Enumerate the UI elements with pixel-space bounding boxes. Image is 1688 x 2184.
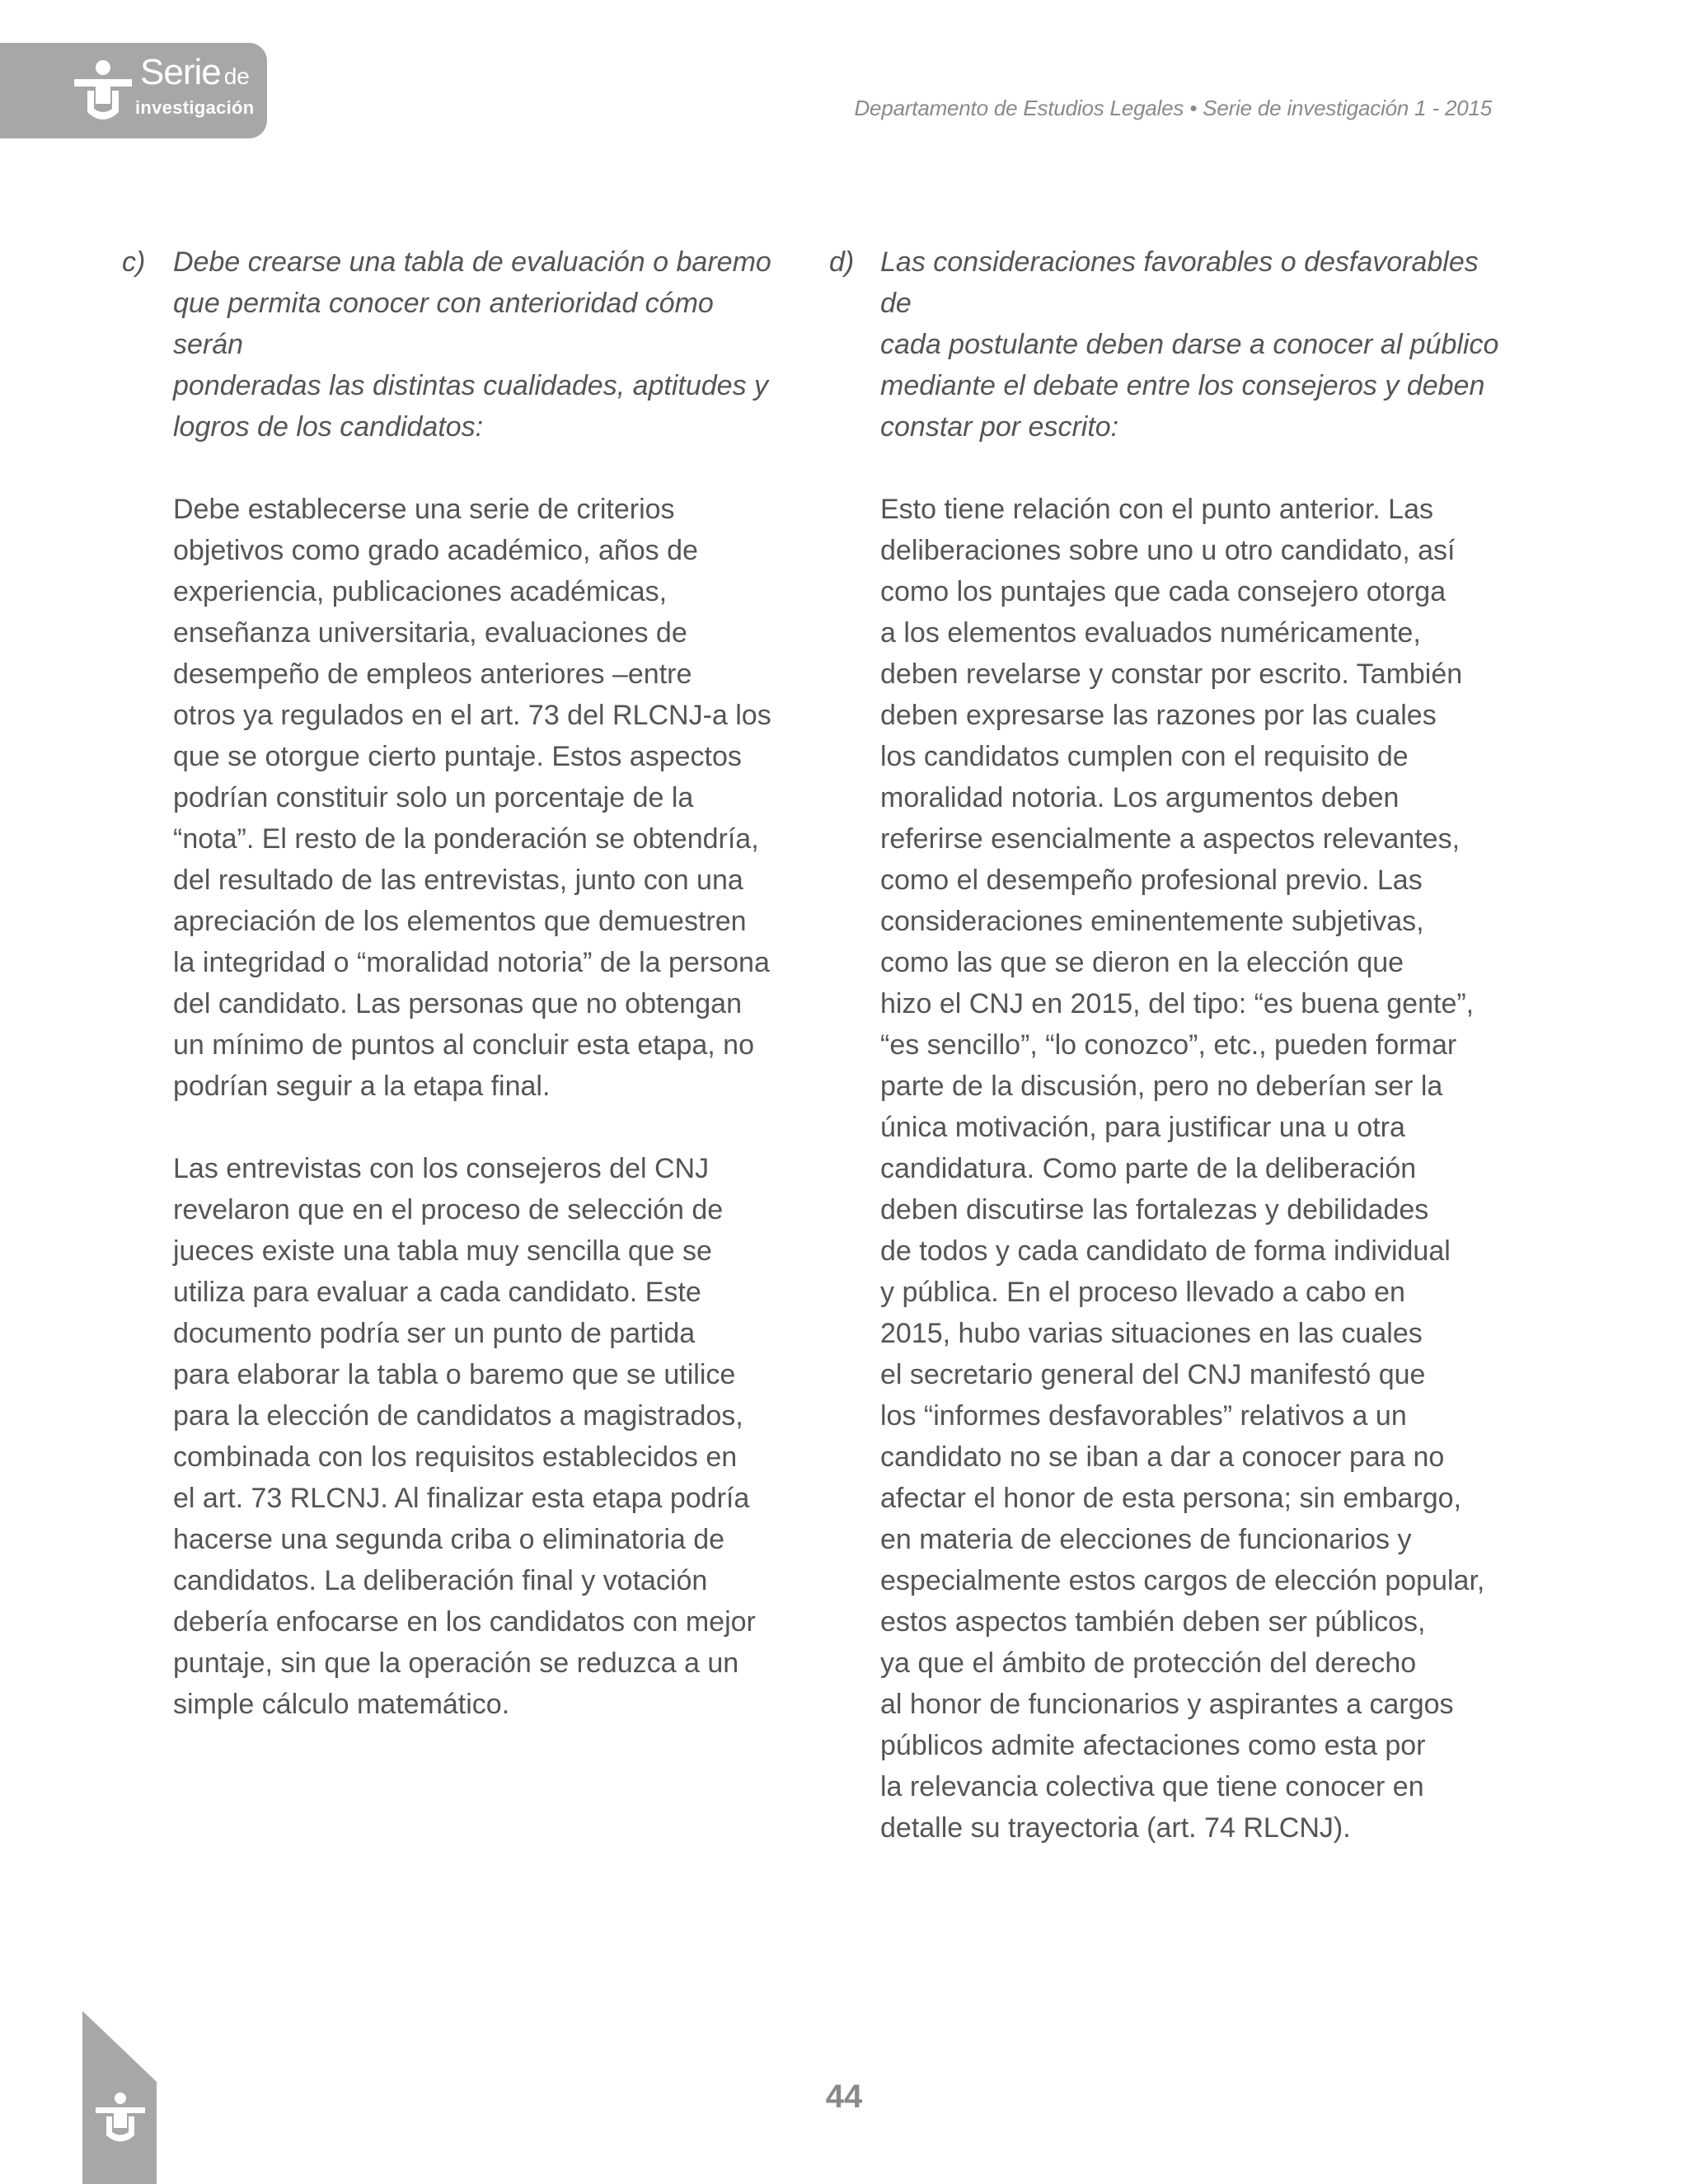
paragraph: Esto tiene relación con el punto anterior. Las deliberaciones sobre uno u otro candidato, así como los puntajes que cada consejero otorga a los elementos evaluados numéricamente, deben revelarse y constar por escrito. También deben expresarse las razones por las cuales los candidatos cumplen con el requisito de moralidad notoria. Los argumentos deben referirse esencialmente a aspectos relevantes, como el desempeño profesional previo. Las consideraciones eminentemente subjetivas, como las que se dieron en la elección que hizo el CNJ en 2015, del tipo: “es buena gente”, “es sencillo”, “lo conozco”, etc., pueden formar parte de la discusión, pero no deberían ser la única motivación, para justificar una u otra candidatura. Como parte de la deliberación deben discutirse las fortalezas y debilidades de todos y cada candidato de forma individual y pública. En el proceso llevado a cabo en 2015, hubo varias situaciones en las cuales el secretario general del CNJ manifestó que los “informes desfavorables” relativos a un candidato no se iban a dar a conocer para no afectar el honor de esta persona; sin embargo, en materia de elecciones de funcionarios y especialmente estos cargos de elección popular, estos aspectos también deben ser públicos, ya que el ámbito de protección del derecho al honor de funcionarios y aspirantes a cargos públicos admite afectaciones como esta por la relevancia colectiva que tiene conocer en detalle su trayectoria (art. 74 RLCNJ). <box>880 494 1485 1844</box>
item-body-d <box>880 241 1505 1849</box>
series-title <box>140 54 250 91</box>
series-logo-icon <box>73 59 134 124</box>
series-title-de: de <box>223 63 250 89</box>
running-header: Departamento de Estudios Legales • Serie de investigación 1 - 2015 <box>854 96 1492 120</box>
item-heading-d: Las consideraciones favorables o desfavorables de cada postulante deben darse a conocer al público mediante el debate entre los consejeros y deben constar por escrito: <box>880 246 1499 443</box>
right-column <box>829 241 1505 1890</box>
item-letter-d: d) <box>829 246 855 278</box>
item-body-c <box>173 241 790 1725</box>
paragraph: Debe establecerse una serie de criterios objetivos como grado académico, años de experiencia, publicaciones académicas, enseñanza universitaria, evaluaciones de desempeño de empleos anteriores –entre otros ya regulados en el art. 73 del RLCNJ-a los que se otorgue cierto puntaje. Estos aspectos podrían constituir solo un porcentaje de la “nota”. El resto de la ponderación se obtendría, del resultado de las entrevistas, junto con una apreciación de los elementos que demuestren la integridad o “moralidad notoria” de la persona del candidato. Las personas que no obtengan un mínimo de puntos al concluir esta etapa, no podrían seguir a la etapa final. <box>173 494 771 1102</box>
series-title-word: Serie <box>140 52 221 92</box>
left-column <box>122 241 790 1766</box>
item-heading-c: Debe crearse una tabla de evaluación o baremo que permita conocer con anterioridad cómo serán ponderadas las distintas cualidades, aptitudes y logros de los candidatos: <box>173 246 771 443</box>
series-subtitle: investigación <box>135 97 255 118</box>
item-letter-c: c) <box>122 246 146 278</box>
paragraph: Las entrevistas con los consejeros del CNJ revelaron que en el proceso de selección de jueces existe una tabla muy sencilla que se utiliza para evaluar a cada candidato. Este documento podría ser un punto de partida para elaborar la tabla o baremo que se utilice para la elección de candidatos a magistrados, combinada con los requisitos establecidos en el art. 73 RLCNJ. Al finalizar esta etapa podría hacerse una segunda criba o eliminatoria de candidatos. La deliberación final y votación debería enfocarse en los candidatos con mejor puntaje, sin que la operación se reduzca a un simple cálculo matemático. <box>173 1153 756 1720</box>
series-badge <box>0 43 267 138</box>
page-number: 44 <box>825 2079 863 2115</box>
